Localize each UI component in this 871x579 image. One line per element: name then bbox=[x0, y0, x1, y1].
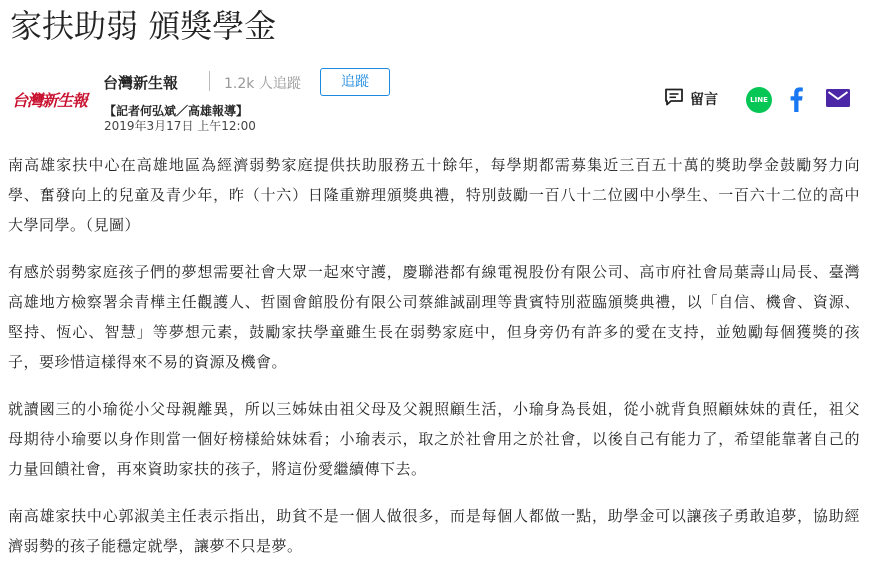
mail-icon bbox=[826, 92, 850, 111]
facebook-icon bbox=[788, 97, 804, 116]
divider bbox=[209, 71, 210, 91]
article-paragraph: 就讀國三的小瑜從小父母親離異，所以三姊妹由祖父母及父親照顧生活，小瑜身為長姐，從小就背負照顧妹妹的責任，祖父母期待小瑜要以身作則當一個好榜樣給妹妹看；小瑜表示，取之於社會用之於社會，以後自己有能力了，希望能靠著自己的力量回饋社會，再來資助家扶的孩子，將這份愛繼續傳下去。 bbox=[8, 400, 860, 478]
mail-share-button[interactable] bbox=[826, 89, 850, 111]
follower-count: 1.2k 人追蹤 bbox=[224, 76, 301, 92]
publisher-name[interactable]: 台灣新生報 bbox=[103, 74, 179, 92]
line-icon: LINE bbox=[750, 96, 768, 104]
comment-button[interactable] bbox=[664, 88, 718, 110]
article-paragraph: 南高雄家扶中心郭淑美主任表示指出，助貧不是一個人做很多，而是每個人都做一點，助學金可以讓孩子勇敢追夢，協助經濟弱勢的孩子能穩定就學，讓夢不只是夢。 bbox=[8, 507, 860, 555]
comment-icon bbox=[664, 88, 684, 110]
line-share-button[interactable] bbox=[746, 87, 772, 113]
byline: 【記者何弘斌／高雄報導】 bbox=[104, 104, 249, 118]
comment-label: 留言 bbox=[690, 92, 718, 108]
facebook-share-button[interactable] bbox=[788, 86, 804, 116]
publish-date: 2019年3月17日 上午12:00 bbox=[104, 119, 256, 133]
article-title: 家扶助弱 頒獎學金 bbox=[10, 7, 277, 45]
article-body bbox=[8, 150, 860, 578]
publisher-logo[interactable]: 台灣新生報 bbox=[12, 91, 88, 110]
follow-button[interactable]: 追蹤 bbox=[320, 68, 390, 96]
article-paragraph: 南高雄家扶中心在高雄地區為經濟弱勢家庭提供扶助服務五十餘年，每學期都需募集近三百五十萬的獎助學金鼓勵努力向學、奮發向上的兒童及青少年，昨（十六）日隆重辦理頒獎典禮，特別鼓勵一百八十二位國中小學生、一百六十二位的高中大學同學。（見圖） bbox=[8, 156, 860, 234]
article-paragraph: 有感於弱勢家庭孩子們的夢想需要社會大眾一起來守護，慶聯港都有線電視股份有限公司、高市府社會局葉壽山局長、臺灣高雄地方檢察署余青樺主任觀護人、哲園會館股份有限公司蔡維誠副理等貴賓特別蒞臨頒獎典禮，以「自信、機會、資源、堅持、恆心、智慧」等夢想元素，鼓勵家扶學童雖生長在弱勢家庭中，但身旁仍有許多的愛在支持，並勉勵每個獲獎的孩子，要珍惜這樣得來不易的資源及機會。 bbox=[8, 263, 860, 371]
